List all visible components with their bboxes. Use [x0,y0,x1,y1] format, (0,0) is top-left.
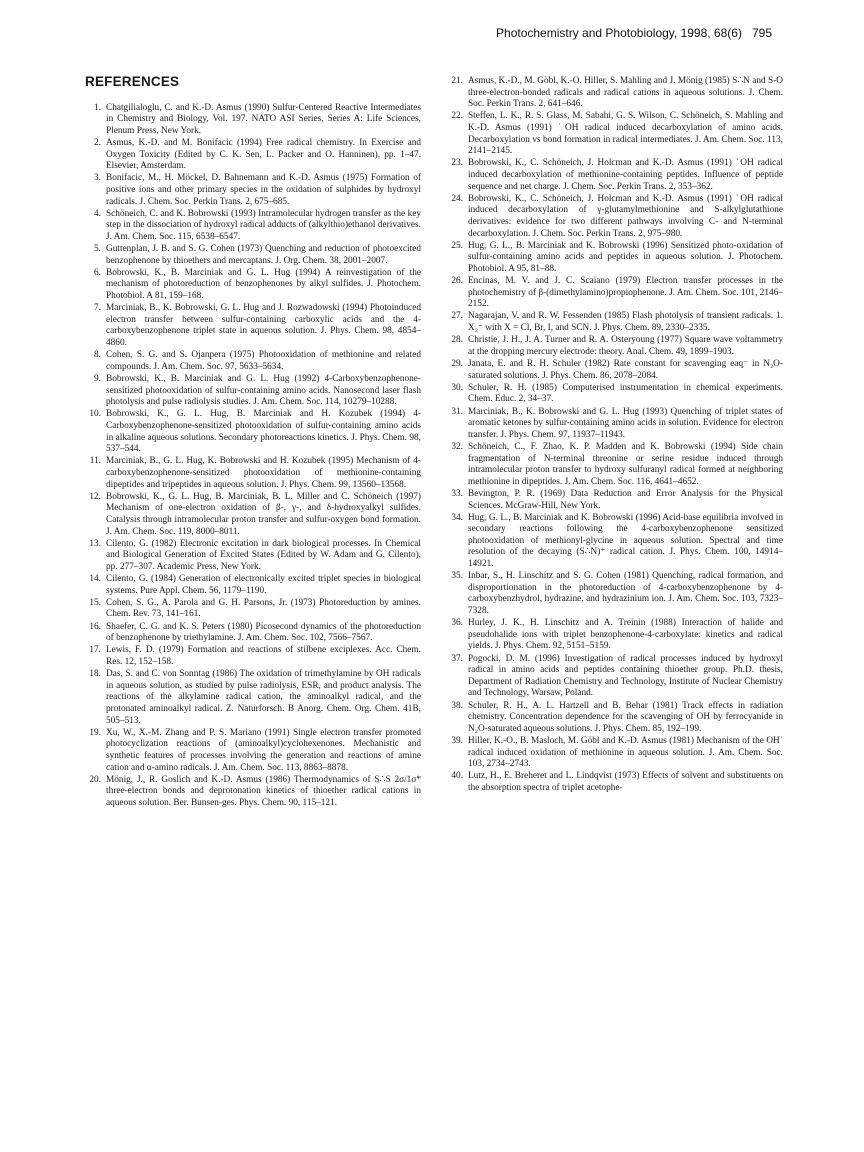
reference-number: 1. [94,102,101,113]
reference-text: Schuler, R. H. (1985) Computerised instrumentation in chemical experiments. Chem. Educ. 2, 34–37. [468,382,783,405]
reference-number: 35. [451,571,463,582]
reference-number: 12. [89,491,101,502]
reference-number: 13. [89,538,101,549]
reference-text: Christie, J. H., J. A. Turner and R. A. Osteryoung (1977) Square wave voltammetry at the dropping mercury electrode: theory. Anal. Chem. 49, 1899–1903. [468,335,783,357]
reference-number: 9. [94,374,101,384]
reference-item [85,138,421,173]
reference-item [85,173,421,208]
reference-item [85,492,421,538]
reference-text: Cilento, G. (1984) Generation of electronically excited triplet species in biological systems. Pure Appl. Chem. 56, 1179–1190. [106,574,421,596]
reference-number: 2. [94,137,101,148]
reference-item [447,158,783,193]
reference-item [85,456,421,491]
journal-citation: Photochemistry and Photobiology, 1998, 68(6) [496,26,742,40]
reference-item [447,76,783,111]
reference-item [85,539,421,574]
reference-item [85,209,421,244]
section-title: REFERENCES [85,74,180,89]
reference-text: Bobrowski, K., C. Schöneich, J. Holcman and K.-D. Asmus (1991) ˙OH radical induced decarboxylation of methionine-containing peptides. Influence of peptide sequence and net charge. J. Chem. Soc. Perkin Trans. 2, 353–362. [468,158,783,192]
reference-text: Bobrowski, K., B. Marciniak and G. L. Hug (1992) 4-Carboxybenzophenone-sensitized photooxidation of sulfur-containing amino acids. Nanosecond laser flash photolysis and pulse radiolysis studies. J. Am. Chem. Soc. 114, 10279–10288. [106,374,421,408]
reference-number: 8. [94,350,101,361]
reference-number: 5. [94,244,101,255]
reference-item [85,268,421,303]
running-header [496,26,772,40]
reference-text: Schuler, R. H., A. L. Hartzell and B. Behar (1981) Track effects in radiation chemistry. Concentration dependence for the scavenging of OH by ferrocyanide in N₂O-saturated aqueous solutions. J. Phys. Chem. 85, 192–199. [468,700,783,734]
reference-number: 40. [451,771,463,782]
reference-text: Bobrowski, K., G. L. Hug, B. Marciniak and H. Kozubek (1994) 4-Carboxybenzophenone-sensitized photooxidation of sulfur-containing amino acids in alkaline aqueous solutions. Secondary photoreactions kinetics. J. Phys. Chem. 98, 537–544. [106,409,421,455]
reference-text: Bobrowski, K., B. Marciniak and G. L. Hug (1994) A reinvestigation of the mechanism of photoreduction of benzophenones by alkyl sulfides. J. Photochem. Photobiol. A 81, 159–168. [106,267,421,302]
reference-text: Encinas, M. V. and J. C. Scaiano (1979) Electron transfer processes in the photochemistry of β-(dimethylamino)propiophenone. J. Am. Chem. Soc. 101, 2146–2152. [468,276,783,310]
reference-item [447,771,783,794]
reference-item [85,350,421,373]
reference-number: 4. [94,208,101,219]
reference-list-left [85,103,421,810]
reference-text: Bobrowski, K., G. L. Hug, B. Marciniak, B. L. Miller and C. Schöneich (1997) Mechanism of one-electron oxidation of β-, γ-, and δ-hydroxyalkyl sulfides. Catalysis through intramolecular proton transfer and sulfur-oxygen bond formation. J. Am. Chem. Soc. 119, 8000–8011. [106,491,421,537]
reference-item [85,775,421,810]
reference-text: Marciniak, B., G. L. Hug, K. Bobrowski and H. Kozubek (1995) Mechanism of 4-carboxybenzophenone-sensitized photooxidation of methionine-containing dipeptides and tripeptides in aqueous solution. J. Phys. Chem. 99, 13560–13568. [106,456,421,490]
reference-item [85,645,421,668]
reference-item [447,571,783,617]
reference-number: 32. [451,441,463,452]
reference-number: 24. [451,193,463,204]
reference-number: 7. [94,303,101,314]
reference-text: Hurley, J. K., H. Linschitz and A. Treinin (1988) Interaction of halide and pseudohalide ions with triplet benzophenone-4-carboxylate: kinetics and radical yields. J. Phys. Chem. 92, 5151–5159. [468,618,783,652]
reference-number: 19. [89,727,101,738]
reference-number: 10. [89,409,101,420]
reference-item [447,111,783,157]
right-column [447,76,783,795]
left-column [85,76,421,810]
reference-item [85,103,421,138]
reference-text: Lutz, H., E. Breheret and L. Lindqvist (1973) Effects of solvent and substituents on the absorption spectra of triplet acetophe- [468,771,783,793]
reference-number: 37. [451,653,463,664]
reference-text: Hug, G. L., B. Marciniak and K. Bobrowski (1996) Acid-base equilibria involved in secondary reactions following the 4-carboxybenzophenone sensitized photooxidation of methionyl-glycine in aqueous solution. Spectral and time resolution of the decaying (S∴N)⁺ radical cation. J. Phys. Chem. 100, 14914–14921. [468,512,783,570]
reference-text: Chatgilialoglu, C. and K.-D. Asmus (1990) Sulfur-Centered Reactive Intermediates in Chemistry and Biology, Vol. 197. NATO ASI Series, Series A: Life Sciences, Plenum Press, New York. [106,102,421,136]
reference-item [85,374,421,409]
reference-item [447,359,783,382]
reference-number: 39. [451,735,463,746]
reference-number: 29. [451,359,463,369]
reference-item [447,513,783,571]
reference-text: Marciniak, B., K. Bobrowski and G. L. Hug (1993) Quenching of triplet states of aromatic ketones by sulfur-containing amino acids in solution. Evidence for electron transfer. J. Phys. Chem. 97, 11937–11943. [468,406,783,440]
reference-item [447,194,783,240]
reference-text: Guttenplan, J. B. and S. G. Cohen (1973) Quenching and reduction of photoexcited benzophenone by thioethers and mercaptans. J. Org. Chem. 38, 2001–2007. [106,244,421,266]
reference-item [447,489,783,512]
reference-text: Mönig, J., R. Goslich and K.-D. Asmus (1986) Thermodynamics of S∴S 2σ/1σ* three-electron bonds and deprotonation kinetics of thioether radical cations in aqueous solution. Ber. Bunsen-ges. Phys. Chem. 90, 115–121. [106,774,421,808]
reference-item [85,409,421,455]
reference-item [447,618,783,653]
reference-number: 11. [89,456,101,467]
reference-number: 6. [94,267,101,278]
reference-item [447,311,783,334]
reference-text: Bonifacic, M., H. Möckel, D. Bahnemann and K.-D. Asmus (1975) Formation of positive ions and other primary species in the oxidation of sulphides by hydroxyl radicals. J. Chem. Soc. Perkin Trans. 2, 675–685. [106,173,421,207]
reference-number: 27. [451,311,463,322]
reference-number: 25. [451,240,463,251]
reference-item [85,244,421,267]
reference-text: Marciniak, B., K. Bobrowski, G. L. Hug and J. Rozwadowski (1994) Photoinduced electron transfer between sulfur-containing carboxylic acids and the 4-carboxybenzophenone triplet state in aqueous solution. J. Phys. Chem. 98, 4854–4860. [106,303,421,349]
page-number: 795 [751,26,772,40]
reference-number: 18. [89,669,101,680]
reference-number: 26. [451,276,463,287]
reference-text: Schöneich, C., F. Zhao, K. P. Madden and K. Bobrowski (1994) Side chain fragmentation of N-terminal threonine or serine residue induced through intramolecular proton transfer to hydroxy sulfuranyl radical formed at neighboring methionine in dipeptides. J. Am. Chem. Soc. 116, 4641–4652. [468,441,783,487]
reference-number: 16. [89,621,101,632]
reference-list-right [447,76,783,795]
reference-number: 20. [89,774,101,785]
reference-text: Lewis, F. D. (1979) Formation and reactions of stilbene exciplexes. Acc. Chem. Res. 12, 152–158. [106,645,421,667]
reference-item [447,335,783,358]
reference-item [85,574,421,597]
reference-text: Hug, G. L., B. Marciniak and K. Bobrowski (1996) Sensitized photo-oxidation of sulfur-containing amino acids and peptides in aqueous solution. J. Photochem. Photobiol. A 95, 81–88. [468,240,783,274]
reference-text: Bevington, P. R. (1969) Data Reduction and Error Analysis for the Physical Sciences. McGraw-Hill, New York. [468,488,783,511]
reference-text: Asmus, K.-D. and M. Bonifacic (1994) Free radical chemistry. In Exercise and Oxygen Toxicity (Edited by C. K. Sen, L. Packer and O. Hanninen), pp. 1–47. Elsevier, Amsterdam. [106,137,421,172]
reference-item [447,276,783,311]
reference-text: Das, S. and C. von Sonntag (1986) The oxidation of trimethylamine by OH radicals in aqueous solution, as studied by pulse radiolysis, ESR, and product analysis. The reactions of the alkylamine radical cation, the aminoalkyl radical, and the protonated aminoalkyl radical. Z. Naturforsch. B Anorg. Chem. Org. Chem. 41B, 505–513. [106,669,421,726]
reference-item [85,728,421,774]
reference-text: Steffen, L. K., R. S. Glass, M. Sabahi, G. S. Wilson, C. Schöneich, S. Mahling and K.-D. Asmus (1991) ˙OH radical induced decarboxylation of amino acids. Decarboxylation vs bond formation in radical intermediates. J. Am. Chem. Soc. 113, 2141–2145. [468,111,783,157]
reference-number: 22. [451,111,463,122]
reference-item [85,598,421,621]
reference-text: Nagarajan, V. and R. W. Fessenden (1985) Flash photolysis of transient radicals. 1. X₂⁻ with X = Cl, Br, I, and SCN. J. Phys. Chem. 89, 2330–2335. [468,311,783,334]
reference-text: Inbar, S., H. Linschitz and S. G. Cohen (1981) Quenching, radical formation, and disproportionation in the photoreduction of 4-carboxybenzophenone by 4-carboxybenzhydrol, hydrazine, and hydrazinium ion. J. Am. Chem. Soc. 103, 7323–7328. [468,571,783,617]
reference-item [447,407,783,442]
reference-number: 28. [451,335,463,346]
reference-number: 21. [451,76,463,86]
reference-text: Bobrowski, K., C. Schöneich, J. Holcman and K.-D. Asmus (1991) ˙OH radical induced decarboxylation of γ-glutamylmethionine and S-alkylglutathione derivatives: evidence for two different pathways involving C- and N-terminal decarboxylation. J. Chem. Soc. Perkin Trans. 2, 975–980. [468,193,783,239]
reference-number: 15. [89,597,101,608]
reference-item [447,736,783,771]
reference-number: 38. [451,700,463,711]
reference-text: Pogocki, D. M. (1996) Investigation of radical processes induced by hydroxyl radical in amino acids and peptides containing thioether group. Ph.D. thesis, Department of Radiation Chemistry and Technology, Institute of Nuclear Chemistry and Technology, Warsaw, Poland. [468,653,783,699]
reference-text: Schöneich, C. and K. Bobrowski (1993) Intramolecular hydrogen transfer as the key step in the dissociation of hydroxyl radical adducts of (alkylthio)ethanol derivatives. J. Am. Chem. Soc. 115, 6538–6547. [106,208,421,242]
reference-number: 36. [451,618,463,629]
reference-text: Cohen, S. G. and S. Ojanpera (1975) Photooxidation of methionine and related compounds. J. Am. Chem. Soc. 97, 5633–5634. [106,350,421,372]
reference-number: 30. [451,382,463,393]
reference-number: 14. [89,574,101,585]
reference-item [447,654,783,700]
reference-item [447,701,783,736]
reference-number: 33. [451,488,463,499]
reference-text: Cilento, G. (1982) Electronic excitation in dark biological processes. In Chemical and Biological Generation of Excited States (Edited by W. Adam and G. Cilento), pp. 277–307. Academic Press, New York. [106,538,421,572]
reference-text: Shaefer, C. G. and K. S. Peters (1980) Picosecond dynamics of the photoreduction of benzophenone by triethylamine. J. Am. Chem. Soc. 102, 7566–7567. [106,621,421,644]
reference-text: Hiller, K.-O., B. Masloch, M. Göbl and K.-D. Asmus (1981) Mechanism of the OH˙ radical induced oxidation of methionine in aqueous solution. J. Am. Chem. Soc. 103, 2734–2743. [468,735,783,770]
reference-item [85,669,421,727]
reference-number: 23. [451,158,463,169]
reference-number: 31. [451,406,463,417]
reference-text: Xu, W., X.-M. Zhang and P. S. Mariano (1991) Single electron transfer promoted photocyclization reactions of (aminoalkyl)cyclohexenones. Mechanistic and synthetic features of processes involving the generation and reactions of amine cation and α-amino radicals. J. Am. Chem. Soc. 113, 8863–8878. [106,727,421,773]
reference-item [85,622,421,645]
reference-number: 34. [451,512,463,523]
reference-item [447,241,783,276]
reference-item [447,442,783,488]
reference-number: 3. [94,173,101,184]
reference-text: Asmus, K.-D., M. Göbl, K.-O. Hiller, S. Mahling and J. Mönig (1985) S∴N and S-O three-electron-bonded radicals and radical cations in aqueous solutions. J. Chem. Soc. Perkin Trans. 2, 641–646. [468,76,783,110]
reference-text: Cohen, S. G., A. Parola and G. H. Parsons, Jr. (1973) Photoreduction by amines. Chem. Rev. 73, 141–161. [106,597,421,620]
reference-text: Janata, E. and R. H. Schuler (1982) Rate constant for scavenging eaq⁻ in N₂O-saturated solutions. J. Phys. Chem. 86, 2078–2084. [468,359,783,381]
reference-item [85,303,421,349]
reference-number: 17. [89,645,101,656]
reference-item [447,383,783,406]
